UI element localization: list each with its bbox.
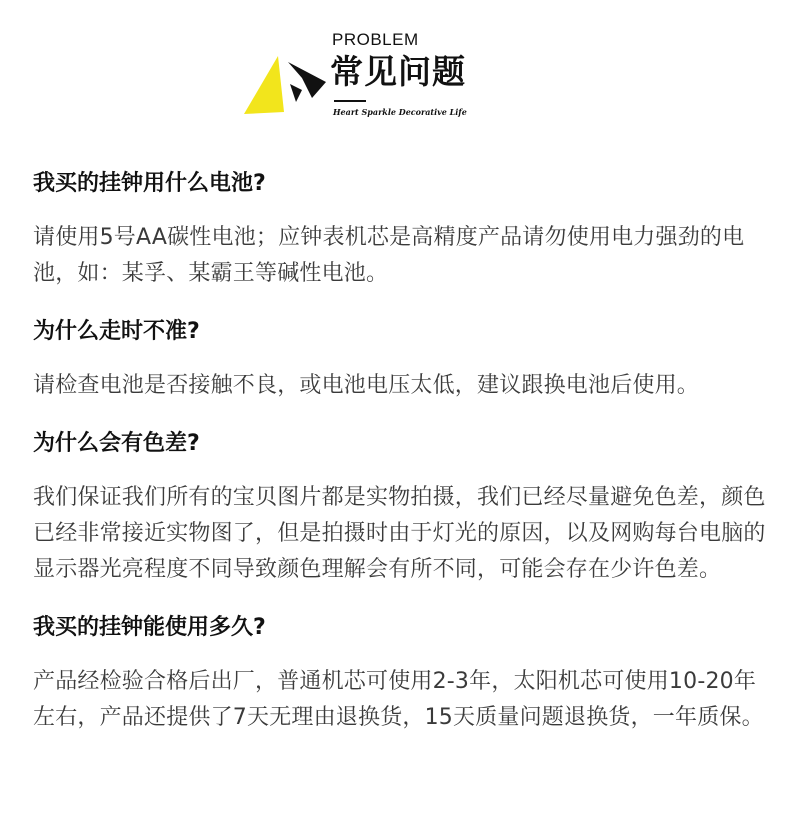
faq-list [33,164,773,756]
faq-answer: 请使用5号AA碳性电池；应钟表机芯是高精度产品请勿使用电力强劲的电池，如：某孚、某霸王等碱性电池。 [33,225,745,286]
faq-question: 我买的挂钟用什么电池? [33,171,266,196]
triangle-logo-icon [240,52,330,116]
faq-question: 为什么会有色差? [33,431,200,456]
faq-item [33,164,773,292]
faq-question: 为什么走时不准? [33,319,200,344]
faq-item [33,312,773,404]
faq-answer: 请检查电池是否接触不良，或电池电压太低，建议跟换电池后使用。 [33,373,700,398]
faq-answer: 产品经检验合格后出厂，普通机芯可使用2-3年，太阳机芯可使用10-20年左右，产品还提供了7天无理由退换货，15天质量问题退换货，一年质保。 [33,669,764,730]
faq-item [33,608,773,736]
header-title-cn: 常见问题 [330,52,466,91]
faq-question: 我买的挂钟能使用多久? [33,615,266,640]
header-tagline: Heart Sparkle Decorative Life [333,107,467,117]
header-divider [334,100,366,102]
faq-answer: 我们保证我们所有的宝贝图片都是实物拍摄，我们已经尽量避免色差，颜色已经非常接近实物图了，但是拍摄时由于灯光的原因，以及网购每台电脑的显示器光亮程度不同导致颜色理解会有所不同，可能会存在少许色差。 [33,485,766,582]
faq-item [33,424,773,588]
header-title-en: PROBLEM [332,30,419,49]
page-header [0,0,790,130]
